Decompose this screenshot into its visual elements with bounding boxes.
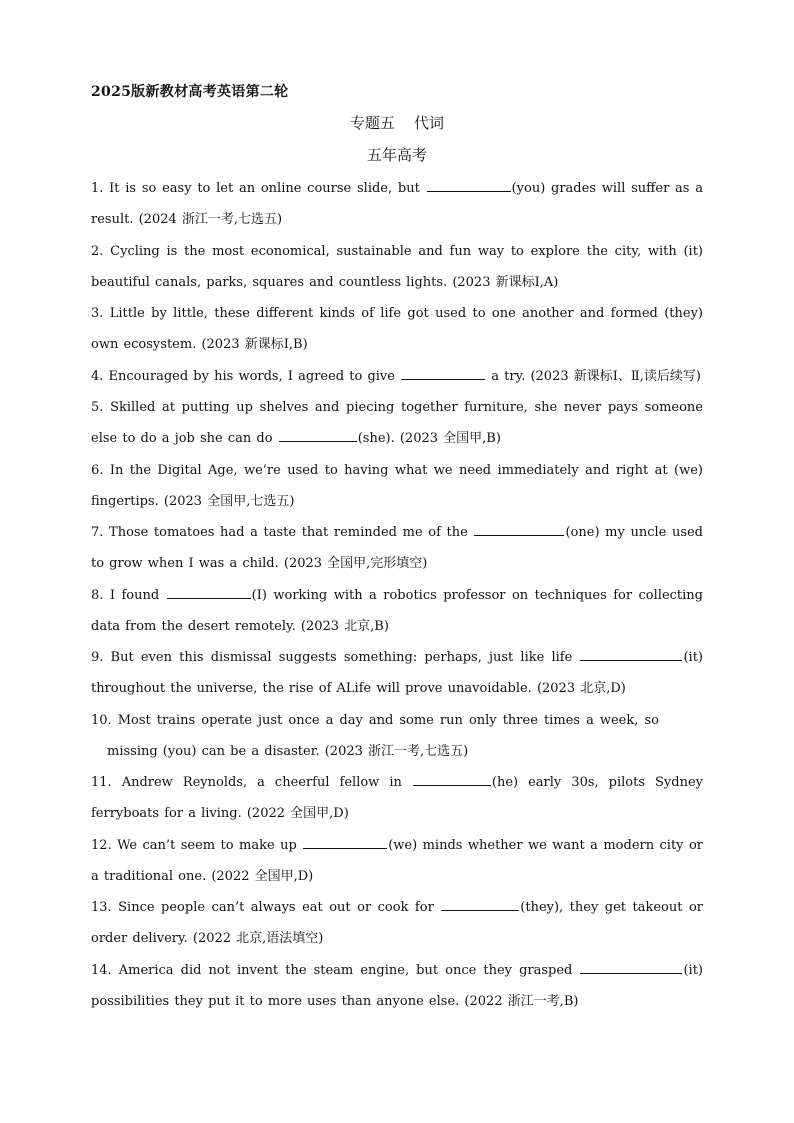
answer-blank[interactable] [413, 771, 491, 786]
question-7 [91, 517, 703, 579]
question-text: 5. Skilled at putting up shelves and piecing together furniture, she never pays someone else to do a job she can do [91, 400, 703, 446]
question-5 [91, 392, 703, 454]
question-text: (one) my uncle used to grow when I was a child. (2023 全国甲,完形填空) [91, 525, 704, 571]
answer-blank[interactable] [580, 959, 682, 974]
question-1 [91, 173, 703, 235]
answer-blank[interactable] [441, 896, 519, 911]
question-text: (it) possibilities they put it to more uses than anyone else. (2022 浙江一考,B) [91, 962, 703, 1009]
question-text: (they), they get takeout or order delivery. (2022 北京,语法填空) [91, 900, 703, 946]
question-text: 8. I found [91, 587, 160, 603]
answer-blank[interactable] [580, 646, 682, 661]
question-text: (she). (2023 全国甲,B) [357, 431, 501, 446]
book-title: 2025版新教材高考英语第二轮 [91, 84, 289, 100]
question-text: 11. Andrew Reynolds, a cheerful fellow in [91, 775, 402, 790]
question-list [91, 173, 703, 1017]
question-2 [91, 236, 703, 298]
question-text: 10. Most trains operate just once a day and some run only three times a week, so [91, 712, 659, 728]
question-9 [91, 642, 703, 704]
answer-blank[interactable] [427, 177, 511, 192]
question-3 [91, 298, 703, 360]
question-11 [91, 767, 703, 829]
question-text: 3. Little by little, these different kinds of life got used to one another and formed (they) own ecosystem. (2023 新课标Ⅰ,B) [91, 306, 703, 352]
question-14 [91, 955, 703, 1017]
question-text: 9. But even this dismissal suggests something: perhaps, just like life [91, 650, 573, 665]
question-text: 2. Cycling is the most economical, sustainable and fun way to explore the city, with (it) beautiful canals, parks, squares and countless lights. (2023 新课标Ⅰ,A) [91, 243, 703, 290]
question-text: 4. Encouraged by his words, I agreed to give [91, 368, 395, 384]
answer-blank[interactable] [666, 710, 702, 724]
question-6 [91, 455, 703, 517]
question-12 [91, 830, 703, 892]
question-text: 1. It is so easy to let an online course slide, but [91, 181, 420, 196]
question-text: 13. Since people can’t always eat out or cook for [91, 900, 434, 915]
question-4 [91, 361, 703, 392]
answer-blank[interactable] [303, 834, 387, 849]
question-text: 14. America did not invent the steam engine, but once they grasped [91, 962, 573, 978]
question-text: missing (you) can be a disaster. (2023 浙江一考,七选五) [107, 743, 469, 759]
question-text: a try. (2023 新课标Ⅰ、Ⅱ,读后续写) [491, 368, 701, 384]
answer-blank[interactable] [279, 427, 357, 442]
question-text: (we) minds whether we want a modern city or a traditional one. (2022 全国甲,D) [91, 837, 703, 884]
question-text: 12. We can’t seem to make up [91, 837, 297, 853]
topic-title: 专题五 代词 [349, 114, 445, 132]
answer-blank[interactable] [474, 521, 564, 536]
section-title: 五年高考 [366, 146, 427, 164]
question-13 [91, 892, 703, 954]
question-10 [91, 705, 703, 767]
question-text: (he) early 30s, pilots Sydney ferryboats for a living. (2022 全国甲,D) [91, 775, 704, 821]
question-text: 7. Those tomatoes had a taste that reminded me of the [91, 525, 468, 540]
question-8 [91, 580, 703, 642]
question-text: (I) working with a robotics professor on techniques for collecting data from the desert remotely. (2023 北京,B) [91, 587, 703, 634]
question-text: (you) grades will suffer as a result. (2024 浙江一考,七选五) [91, 181, 703, 227]
question-text: (it) throughout the universe, the rise of ALife will prove unavoidable. (2023 北京,D) [91, 650, 703, 696]
answer-blank[interactable] [401, 365, 485, 380]
question-text: 6. In the Digital Age, we’re used to having what we need immediately and right at (we) fingertips. (2023 全国甲,七选五) [91, 462, 703, 509]
answer-blank[interactable] [167, 584, 251, 599]
